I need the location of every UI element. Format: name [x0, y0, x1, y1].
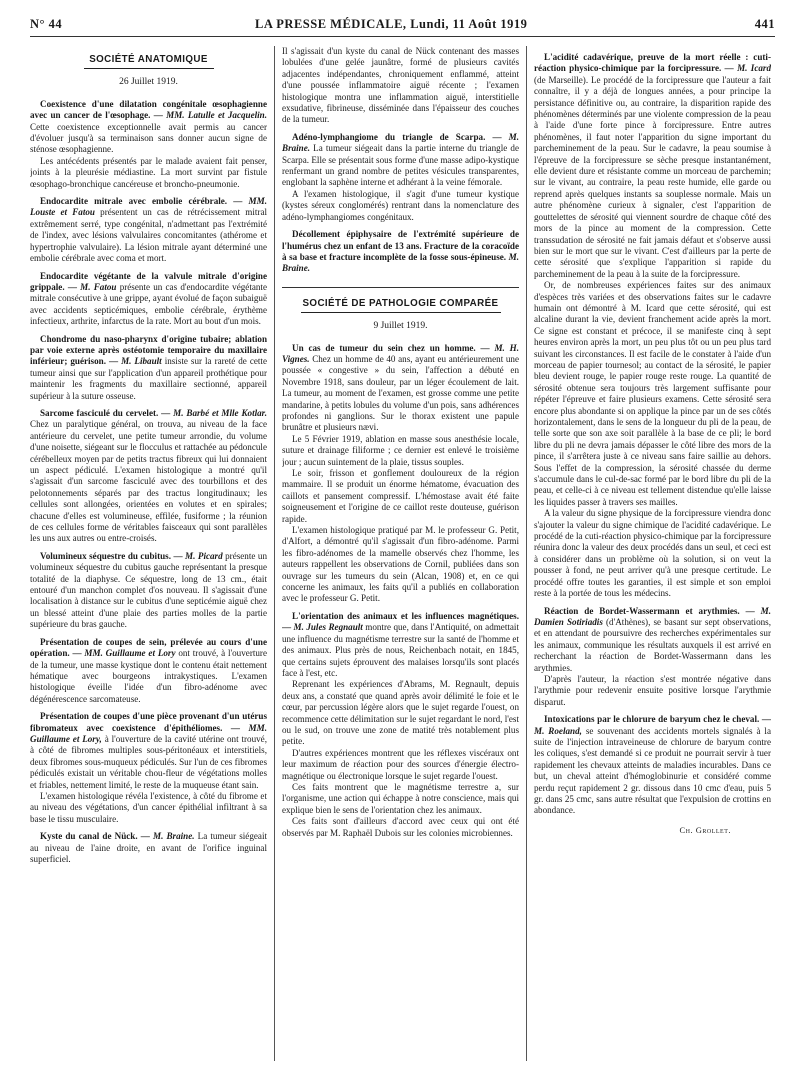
article [282, 611, 519, 839]
article-text: Chez un homme de 40 ans, ayant eu antérieurement une poussée « congestive » du sein, l'affection a débuté en Novembre 1918, sans douleur, par un léger écoulement de lait. La tumeur, au moment de l'examen, est grosse comme une petite mandarine, à petits lobules du volume d'un pois, sans adhérences profondes ni ganglions. Sur le thorax existent une papule brunâtre et plusieurs nævi. [282, 353, 519, 433]
article-paragraph: Le soir, frisson et gonflement douloureux de la région mammaire. Il se produit un énorme hématome, évacuation des caillots et pansement compressif. L'hémostase avait été faite soigneusement et l'origine de ce caillot reste douteuse, guérison rapide. [282, 468, 519, 524]
article [282, 229, 519, 275]
article-title: Chondrome du naso-pharynx d'origine tubaire; ablation par voie externe après ostéotomie temporaire du maxillaire inférieur; guérison. — [30, 333, 267, 367]
article-title: Coexistence d'une dilatation congénitale œsophagienne avec un cancer de l'œsophage. — [30, 98, 267, 121]
column-2 [282, 46, 519, 1066]
article-text: insiste sur la rareté de cette tumeur ainsi que sur l'application d'un appareil prothétique pour maintenir les fragments du maxillaire sectionné, appareil supérieur à la suture osseuse. [30, 356, 267, 401]
article-title: Endocardite mitrale avec embolie cérébrale. — [40, 196, 249, 207]
article-text: La tumeur siégeait au niveau de l'aine droite, en avant de l'orifice inguinal superficiel. [30, 831, 267, 864]
article [534, 714, 771, 817]
article-heading [30, 711, 267, 791]
article [30, 551, 267, 631]
article-heading [534, 606, 771, 674]
society-heading: SOCIÉTÉ ANATOMIQUE [89, 54, 208, 65]
article-paragraph: L'examen histologique révéla l'existence, à côté du fibrome et au niveau des végétations, d'un cancer épithélial infiltrant à sa base le tissu musculaire. [30, 790, 267, 824]
article-list [30, 99, 267, 866]
article-heading [282, 611, 519, 679]
article-author: M. Braine. [282, 131, 519, 154]
column-1 [30, 46, 267, 1066]
article-list [534, 52, 771, 817]
article-author: MM. Guillaume et Lory [84, 648, 179, 659]
article-list [282, 343, 519, 839]
article-paragraph: A la valeur du signe physique de la forcipressure viendra donc s'ajouter la valeur du signe chimique de l'acidité cadavérique. Le procédé de la cuti-réaction physico-chimique par la forcipressure réunira donc la valeur des deux procédés dans un seul, et ceci est à considérer dans un problème où la solution, si on veut la pousser à fond, ne peut arriver qu'à une presque certitude. Le procédé offre toutes les garanties, il est simple et son emploi reste à la portée de tous les médecins. [534, 508, 771, 599]
article [534, 606, 771, 709]
signature: Ch. Grollet. [679, 824, 731, 835]
continued-paragraph: Il s'agissait d'un kyste du canal de Nück contenant des masses lobulées d'une gelée jaunâtre, formé de plusieurs cavités adjacentes indépendantes, chroniquement enflammé, atteint d'une poussée inflammatoire aiguë récente ; l'examen histologique montra une inflammation aiguë, interstitielle exsudative, fibrineuse, disséminée dans l'épaisseur des couches de la tumeur. [282, 46, 519, 125]
journal-name: LA PRESSE MÉDICALE, [255, 17, 407, 31]
article-heading [534, 52, 771, 280]
article-heading [30, 831, 267, 865]
article-text: à l'ouverture de la cavité utérine ont trouvé, à côté de fibromes multiples sous-péritonéaux et interstitiels, deux fibromes sous-muqueux pédiculés. Sur l'un de ces fibromes pédiculés existait un véritable chou-fleur de végétations molles et friables, nettement limité, le reste de la muqueuse étant sain. [30, 733, 267, 790]
article-paragraph: L'examen histologique pratiqué par M. le professeur G. Petit, d'Alfort, a démontré qu'il s'agissait d'un fibro-adénome. Parmi les fibro-adénomes de la mamelle observés chez l'homme, les auteurs rappellent les observations de Cornil, publiées dans son ouvrage sur les tumeurs du sein (Alcan, 1908) et, en ce qui concerne les animaux, les faits qu'il a publiés en collaboration avec le professeur G. Petit. [282, 525, 519, 604]
article [30, 334, 267, 402]
journal-title [255, 17, 527, 32]
article-paragraph: Or, de nombreuses expériences faites sur des animaux d'espèces très variées et des observations faites sur le cadavre humain ont démontré à M. Icard que cette sérosité, qui est alcaline durant la vie, devient franchement acide après la mort. Ce signe est constant et précoce, il se manifeste cinq à sept heures environ après la mort, un peu plus tôt ou un peu plus tard suivant les circonstances. Il est facile de le constater à l'aide d'un morceau de papier tournesol; au contact de la sérosité, le papier bleu devient rouge, le papier rouge reste rouge. La quantité de sérosité obtenue sera toujours très largement suffisante pour répéter l'épreuve et faire plusieurs examens. Cette sérosité sera encore plus abondante si on applique la pince par un de ses côtés horizontalement, dans le sens de la longueur du pli de la peau, de telle sorte que son axe soit parallèle à la base de ce pli; le bord libre du pli ne devra jamais dépasser le côté libre des mors de la pince, il s'arrêtera juste à ce niveau sans faire saillie au dehors. Sous l'effet de la compression, la sérosité chassée du derme s'accumule dans le cul-de-sac formé par le bord libre du pli de la peau, et celle-ci à ce niveau est tellement distendue qu'elle laisse les liquides passer à travers ses mailles. [534, 280, 771, 507]
column-3 [534, 46, 771, 1066]
article-heading [282, 343, 519, 434]
article-author: M. Damien Sotiriadis [534, 605, 771, 627]
article-author: M. Roeland, [534, 725, 586, 736]
article-list [282, 132, 519, 275]
article-paragraph: D'autres expériences montrent que les réflexes viscéraux ont leur maximum de réaction pour des sources d'énergie électro-magnétique ou électronique lorsque le sujet regarde l'ouest. [282, 747, 519, 781]
article-heading [30, 408, 267, 545]
article-title: Adéno-lymphangiome du triangle de Scarpa. — [292, 131, 509, 142]
article [30, 637, 267, 705]
article-text: présente un cas d'endocardite végétante mitrale consécutive à une grippe, ayant évolué de façon subaiguë avec accidents septicémiques, embolie cérébrale, érythème infectieux, arthrite, infarctus de la rate. Mort au bout d'un mois. [30, 281, 267, 327]
article [30, 99, 267, 190]
article-title: L'acidité cadavérique, preuve de la mort réelle : cuti-réaction physico-chimique par la forcipressure. [534, 52, 771, 74]
article [534, 52, 771, 600]
header-rule [30, 36, 775, 37]
article-heading [282, 229, 519, 275]
article [30, 408, 267, 545]
issue-date: Lundi, 11 Août 1919 [410, 17, 528, 31]
article-author: M. Barbé et Mlle Kotlar. [173, 407, 267, 418]
page-number-right: 441 [754, 17, 775, 31]
article-text: La tumeur siégeait dans la partie interne du triangle de Scarpa. Elle se présentait sous forme d'une masse adipo-kystique renfermant un grand nombre de petites vésicules transparentes, englobant la saphène interne et adhérant à la veine fémorale. [282, 143, 519, 188]
article-title: Sarcome fasciculé du cervelet. — [40, 407, 174, 418]
column-separator [274, 46, 275, 1061]
article-title: Présentation de coupes de sein, prélevée au cours d'une opération. — [30, 636, 267, 659]
article-title: Kyste du canal de Nück. — [40, 831, 153, 842]
article-author: M. Libault [121, 356, 165, 367]
article-heading [30, 271, 267, 328]
article-author: MM. Guillaume et Lory, [30, 722, 267, 744]
article-author: M. Braine. [152, 831, 198, 842]
article-paragraph: A l'examen histologique, il s'agit d'une tumeur kystique (kystes séreux conglomérés) rentrant dans la nomenclature des adéno-lymphangiomes congénitaux. [282, 188, 519, 222]
article-author: MM. Louste et Fatou [30, 196, 267, 218]
article-title: Décollement épiphysaire de l'extrémité supérieure de l'humérus chez un enfant de 13 ans. Fracture de la coracoïde à sa base et fracture incomplète de la fosse sous-épineuse. [282, 229, 519, 262]
article-text: présente un volumineux séquestre du cubitus gauche représentant la presque totalité de la diaphyse. Ce séquestre, long de 13 cm., était entouré d'un manchon complet d'os nouveau. Il s'agissait d'une localisation à distance sur le cubitus d'une septicémie aiguë chez un blessé atteint d'une plaie des parties molles de la partie supérieure du bras gauche. [30, 550, 267, 630]
article-heading [282, 132, 519, 189]
article-heading [30, 99, 267, 156]
society-heading: SOCIÉTÉ DE PATHOLOGIE COMPARÉE [302, 297, 499, 309]
article-author: M. H. Vignes. [282, 342, 519, 364]
article-author: M. Jules Regnault [293, 622, 366, 633]
section-divider [282, 287, 519, 288]
article-author: M. Picard [185, 550, 226, 561]
article-heading [30, 551, 267, 631]
article-heading [534, 714, 771, 817]
article-title: Réaction de Bordet-Wassermann et arythmies. — [544, 605, 761, 616]
article-text: (de Marseille). Le procédé de la forcipressure que l'auteur a fait connaître, il y a déjà de longues années, a pour principe la persistance définitive ou, au contraire, la disparition rapide des phénomènes déterminés par une violente compression de la peau à l'aide d'une forte pince à forcipressure. Entre autres phénomènes, il faut noter l'apparition du signe important du parcheminement de la peau. Sur le cadavre, la peau soumise à l'épreuve de la forcipressure se sèche presque instantanément, elle devient dure et résistante comme un morceau de parchemin; sur le vivant, au contraire, la peau reste humide, elle garde ou reprend après quelques instants sa souplesse normale. Mais un autre phénomène curieux à signaler, c'est l'apparition de gouttelettes de sérosité qui viennent sourdre de chaque côté des mors de la pince au moment de la compression. Cette transsudation de sérosité ne fait jamais défaut et s'observe aussi bien sur le mort que sur le vivant. C'est d'ailleurs par la perte de cette sérosité que s'explique l'apparition si rapide du parcheminement de la peau à la suite de la forcipressure. [534, 74, 771, 279]
article-paragraph: Ces faits sont d'ailleurs d'accord avec ceux qui ont été observés par M. Raphaël Dubois sur les colonies microbiennes. [282, 816, 519, 838]
article-paragraph: Reprenant les expériences d'Abrams, M. Regnault, depuis deux ans, a constaté que quand après avoir délimité le foie et le cœur, par percussion légère alors que le sujet regarde l'ouest, on recommence cette délimitation sur le sujet regardant le nord, l'est ou le sud, on trouve une zone de matité très notablement plus petite. [282, 679, 519, 747]
article-heading [30, 334, 267, 402]
article-author: — M. Icard [724, 63, 771, 74]
article-author: M. Fatou [80, 281, 120, 292]
article-text: ont trouvé, à l'ouverture de la tumeur, une masse kystique dont le contenu était nettement hématique avec bourgeons intrakystiques. L'examen histologique éveille l'idée d'un fibro-adénome avec dégénérescence sarcomateuse. [30, 648, 267, 704]
society-underline [301, 312, 501, 313]
session-date: 26 Juillet 1919. [119, 77, 178, 88]
article [282, 343, 519, 605]
page-header [30, 17, 775, 35]
article-title: Volumineux séquestre du cubitus. — [40, 550, 186, 561]
article-author: MM. Latulle et Jacquelin. [166, 110, 267, 121]
article-text: Cette coexistence exceptionnelle avait permis au cancer d'évoluer jusqu'à sa terminaison sans donner aucun signe de sténose œsophagienne. [30, 121, 267, 155]
article-heading [30, 637, 267, 705]
article-text: montre que, dans l'Antiquité, on admettait une influence du magnétisme terrestre sur la santé de l'homme et des animaux. Plus près de nous, Reichenbach notait, en 1845, que certains sujets éprouvent des malaises lorsqu'ils sont placés face à l'est, etc. [282, 622, 519, 678]
article-heading [30, 196, 267, 264]
article-title: L'orientation des animaux et les influences magnétiques. — [282, 610, 519, 633]
article-paragraph: Les antécédents présentés par le malade avaient fait penser, joints à la pleurésie médiastine. La mort survint par fistule œsophago-bronchique cancéreuse et broncho-pneumonie. [30, 155, 267, 189]
session-date: 9 Juillet 1919. [373, 321, 428, 332]
article-title: Présentation de coupes d'une pièce provenant d'un utérus fibromateux avec coexistence d'épithéliomes. — [30, 711, 267, 733]
article [282, 132, 519, 223]
article-author: M. Braine. [282, 251, 519, 274]
article-title: Intoxications par le chlorure de baryum chez le cheval. — [544, 714, 771, 725]
page-number-left: N° 44 [30, 17, 63, 31]
article-text: Chez un paralytique général, on trouva, au niveau de la face antérieure du cervelet, une petite tumeur arrondie, du volume d'une noisette, siégeant sur le flocculus et rattachée au pédoncule cérébelleux moyen par de petits tractus fibreux qui lui donnaient un aspect pédiculé. L'examen histologique a montré qu'il s'agissait d'un sarcome fasciculé avec des tourbillons et des pelotonnements séparés par des tractus longitudinaux; les cellules sont allongées, orientées en volutes et en spirales; chacune d'elles est volumineuse, effilée, fusiforme ; la réunion de ces cellules forme de véritables faisceaux qui sont parallèles les uns aux autres ou entre-croisés. [30, 419, 267, 544]
article [30, 271, 267, 328]
society-underline [84, 68, 214, 69]
column-separator [526, 46, 527, 1061]
article [30, 711, 267, 825]
article-paragraph: D'après l'auteur, la réaction s'est montrée négative dans l'arythmie pour redevenir ensuite positive lorsque l'arythmie disparut. [534, 673, 771, 707]
article-title: Endocardite végétante de la valvule mitrale d'origine grippale. — [30, 270, 267, 292]
article-paragraph: Le 5 Février 1919, ablation en masse sous anesthésie locale, suture et drainage filiforme ; ce dernier est enlevé le troisième jour ; aucun suintement de la plaie, tissus souples. [282, 433, 519, 467]
article [30, 196, 267, 264]
article-paragraph: Ces faits montrent que le magnétisme terrestre a, sur l'organisme, une action qui échappe à notre conscience, mais qui explique bien le sens de l'orientation chez les animaux. [282, 781, 519, 815]
article-text: se souvenant des accidents mortels signalés à la suite de l'injection intraveineuse de chlorure de baryum contre les coliques, s'est demandé si ce produit ne pourrait servir à tuer rapidement les chevaux atteints de maladies incurables. Dans ce but, un cheval atteint d'hémoglobinurie et considéré comme perdu reçut rapidement 2 gr. dissous dans 10 cmc d'eau, puis 5 gr. dans 25 cmc, sans autre résultat que l'expulsion de crottins en abondance. [534, 725, 771, 816]
article-text: (d'Athènes), se basant sur sept observations, et en attendant de poursuivre des recherches expérimentales sur les animaux, communique les résultats auxquels il est arrivé en recherchant la réaction de Bordet-Wassermann dans les arythmies. [534, 616, 771, 673]
article-title: Un cas de tumeur du sein chez un homme. — [292, 342, 495, 353]
article-text: présentent un cas de rétrécissement mitral extrêmement serré, type congénital, n'admettant pas l'extrémité de l'index, avec lésions valvulaires concomitantes (athérome et hypertrophie valvulaire). La lésion mitrale ayant déterminé une embolie cérébrale avec coma et mort. [30, 207, 267, 264]
article [30, 831, 267, 865]
